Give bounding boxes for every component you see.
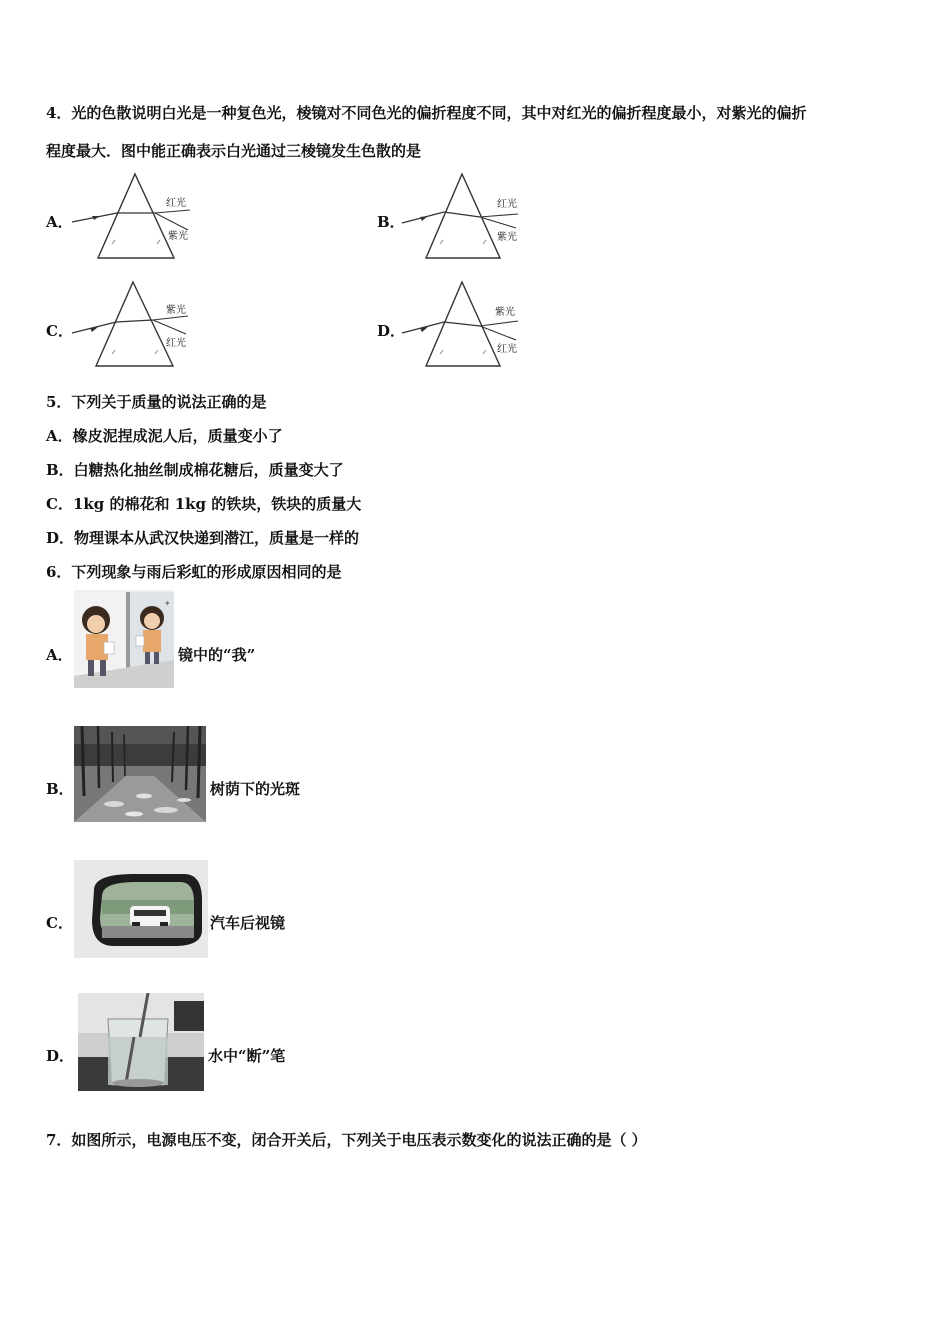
q4-option-a-label[interactable]: A．: [46, 213, 73, 231]
q5-option-b[interactable]: B．白糖热化抽丝制成棉花糖后，质量变大了: [46, 461, 344, 479]
q6-b-caption: 树荫下的光斑: [210, 780, 301, 798]
q6-c-rearview-mirror-image: [74, 860, 208, 958]
q4-option-b-prism-diagram: [400, 170, 530, 262]
q4-stem-line1: 4．光的色散说明白光是一种复色光，棱镜对不同色光的偏折程度不同，其中对红光的偏折程度最小，对紫光的偏折: [46, 104, 807, 122]
q4-option-a-prism-diagram: [70, 170, 200, 262]
q4-b-top-ray-label: 红光: [497, 199, 517, 210]
q5-option-d[interactable]: D．物理课本从武汉快递到潜江，质量是一样的: [46, 529, 360, 547]
q4-b-bottom-ray-label: 紫光: [497, 232, 517, 243]
q4-option-c-label[interactable]: C．: [46, 322, 73, 340]
q4-option-d-label[interactable]: D．: [377, 322, 406, 340]
q5-option-a[interactable]: A．橡皮泥捏成泥人后，质量变小了: [46, 427, 283, 445]
q6-c-caption: 汽车后视镜: [210, 914, 286, 932]
q6-stem: 6．下列现象与雨后彩虹的形成原因相同的是: [46, 563, 342, 581]
q4-c-bottom-ray-label: 红光: [166, 338, 186, 349]
q5-stem: 5．下列关于质量的说法正确的是: [46, 393, 267, 411]
q4-d-bottom-ray-label: 红光: [497, 344, 517, 355]
q4-d-top-ray-label: 紫光: [495, 307, 515, 318]
q6-b-tree-shade-image: [74, 726, 206, 822]
q4-a-top-ray-label: 红光: [166, 198, 186, 209]
q4-option-b-label[interactable]: B．: [377, 213, 405, 231]
q6-d-caption: 水中“断”笔: [208, 1047, 286, 1065]
svg-text:✦: ✦: [164, 599, 171, 608]
q4-option-c-prism-diagram: [70, 278, 200, 370]
q6-option-d-label[interactable]: D．: [46, 1047, 75, 1065]
q6-d-broken-pencil-image: [78, 993, 204, 1091]
q4-option-d-prism-diagram: [400, 278, 530, 370]
q6-a-caption: 镜中的“我”: [178, 646, 256, 664]
q4-c-top-ray-label: 紫光: [166, 305, 186, 316]
q6-a-mirror-cartoon-image: [74, 590, 174, 688]
q6-option-b-label[interactable]: B．: [46, 780, 74, 798]
q7-stem: 7．如图所示，电源电压不变，闭合开关后，下列关于电压表示数变化的说法正确的是（ ）: [46, 1131, 647, 1149]
q4-a-bottom-ray-label: 紫光: [168, 231, 188, 242]
q6-option-a-label[interactable]: A．: [46, 646, 73, 664]
q5-option-c[interactable]: C．1kg 的棉花和 1kg 的铁块，铁块的质量大: [46, 495, 362, 513]
q6-option-c-label[interactable]: C．: [46, 914, 73, 932]
q4-stem-line2: 程度最大．图中能正确表示白光通过三棱镜发生色散的是: [46, 142, 422, 160]
